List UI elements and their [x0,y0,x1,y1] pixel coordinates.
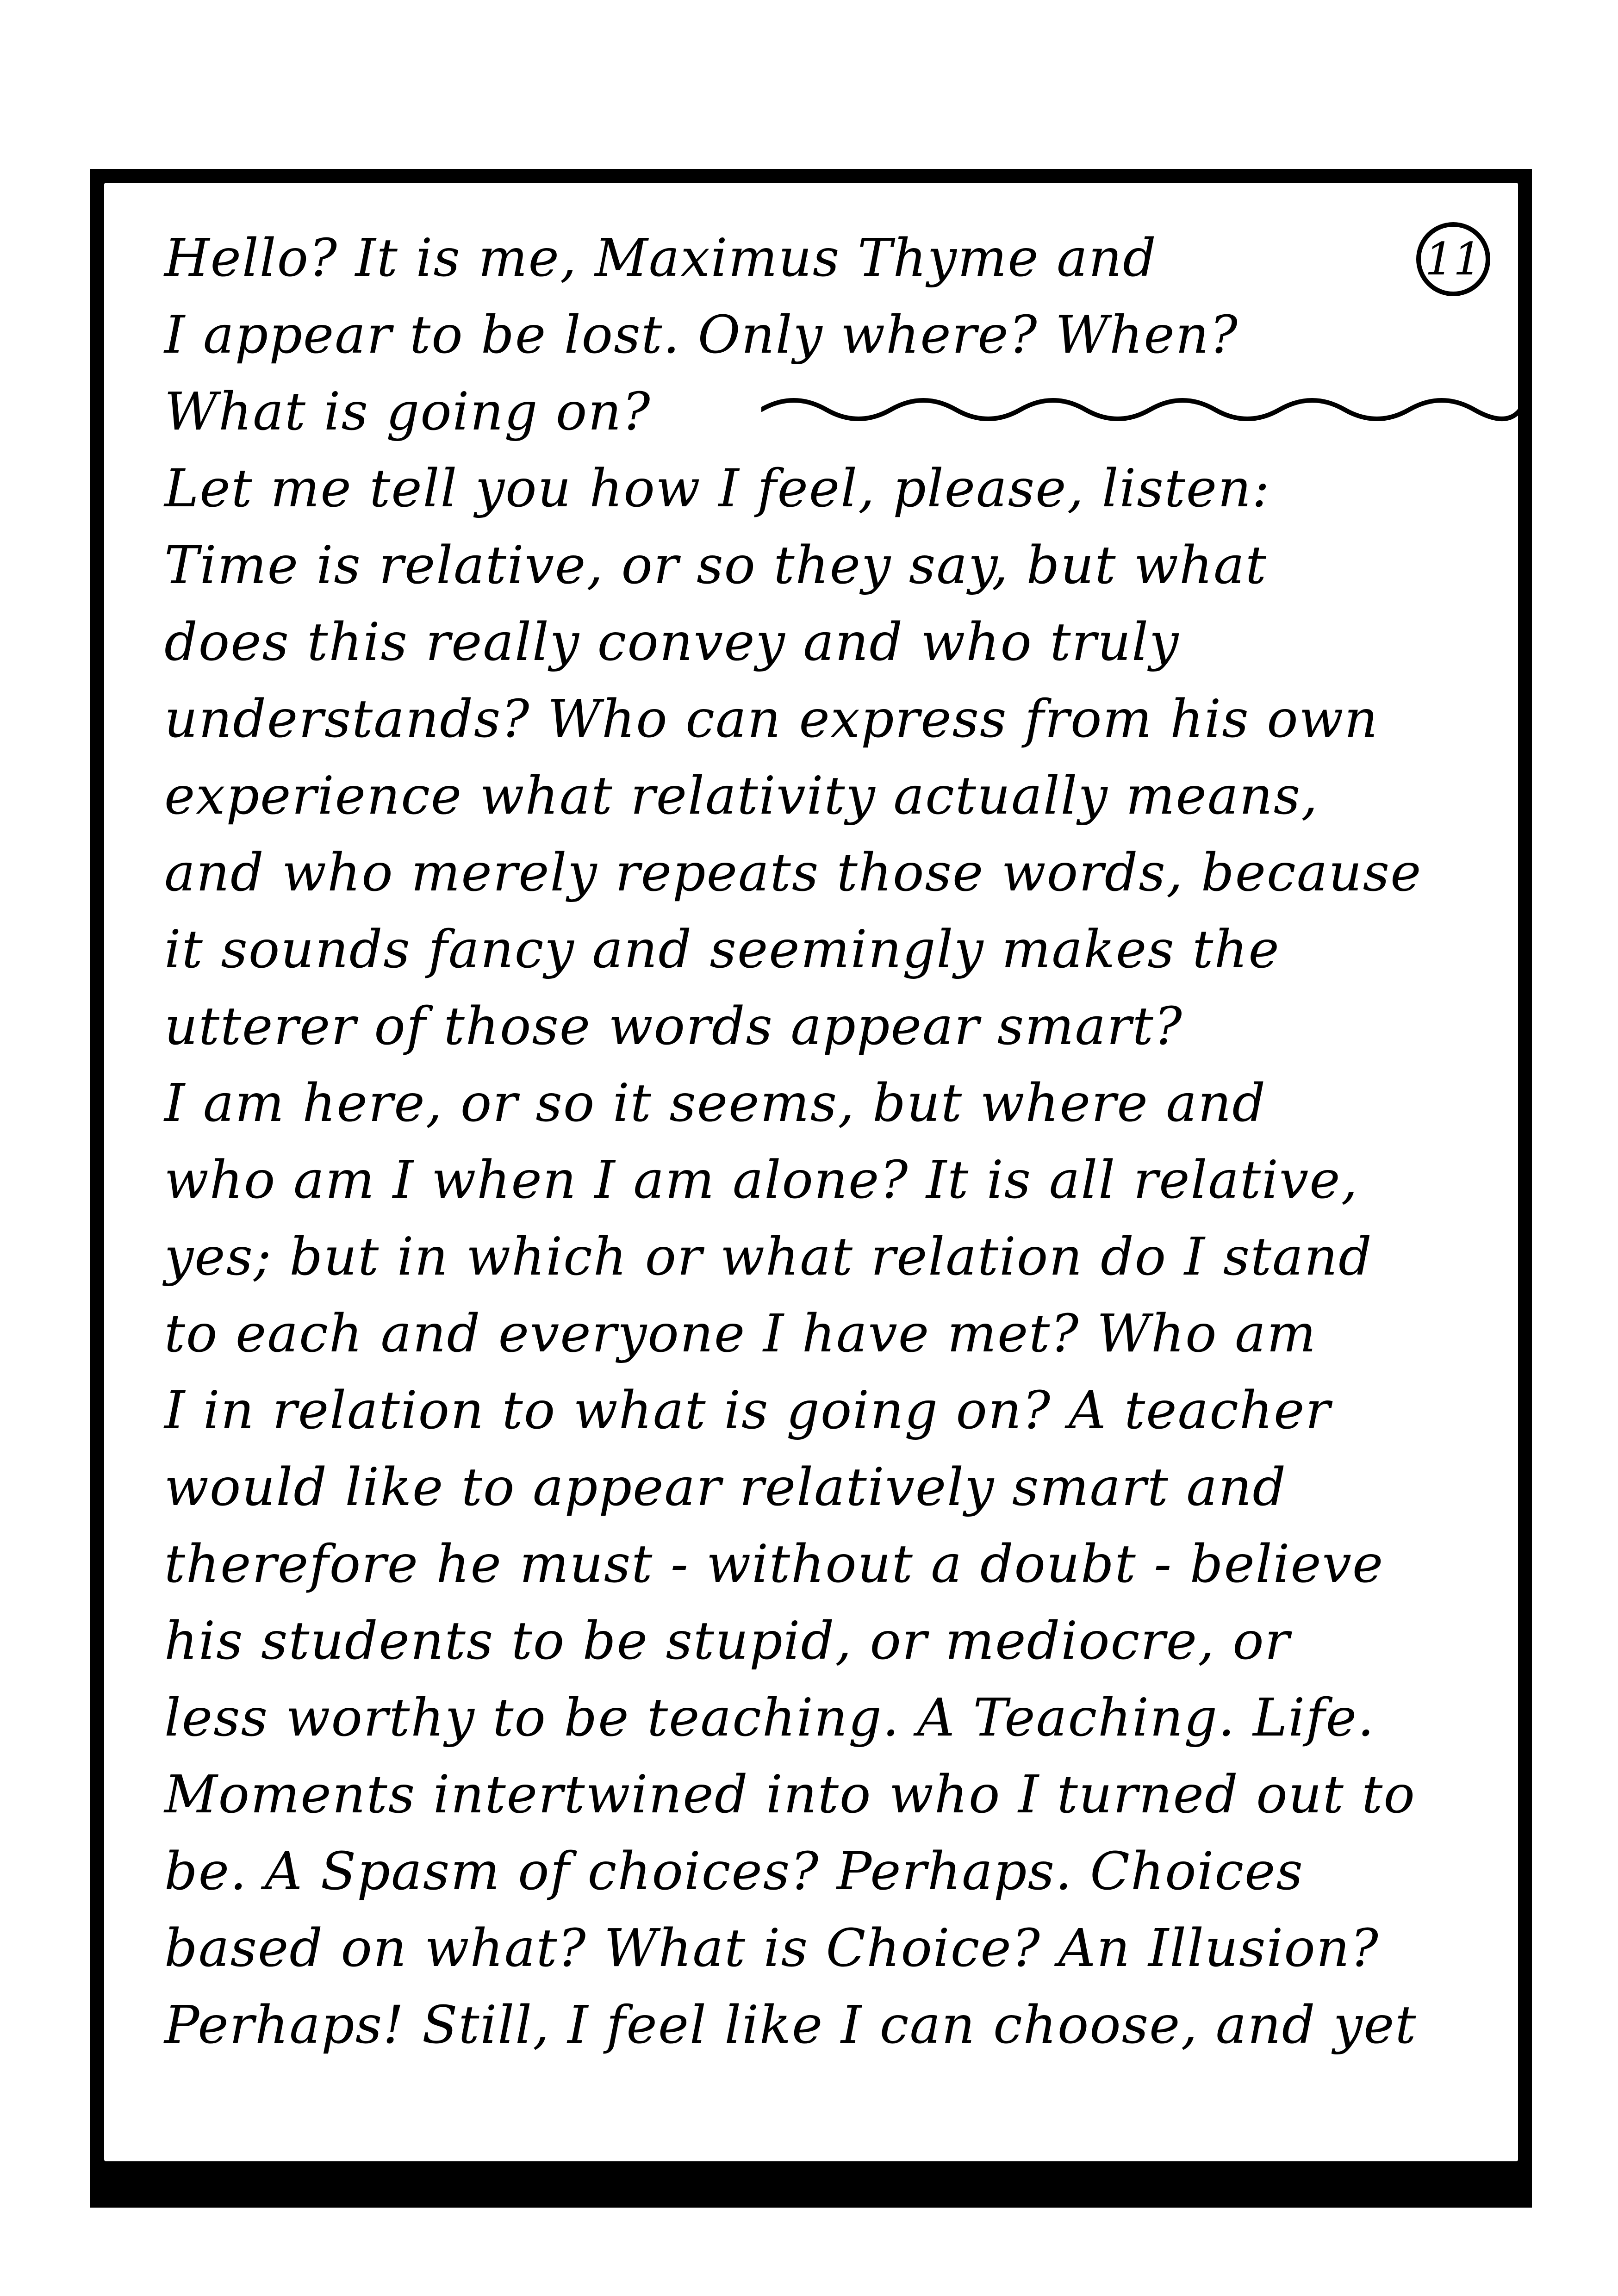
text-line: and who merely repeats those words, because [164,843,1422,903]
text-line: based on what? What is Choice? An Illusion? [164,1918,1379,1979]
text-line: Time is relative, or so they say, but what [164,535,1267,596]
text-line: I in relation to what is going on? A teacher [164,1381,1331,1441]
text-line: Let me tell you how I feel, please, listen: [164,459,1271,519]
text-line: What is going on? [164,382,651,442]
text-line: to each and everyone I have met? Who am [164,1304,1317,1364]
text-line: Perhaps! Still, I feel like I can choose, and yet [164,1995,1417,2055]
text-line: yes; but in which or what relation do I stand [164,1227,1373,1287]
text-line: understands? Who can express from his own [164,689,1379,749]
text-line: does this really convey and who truly [164,612,1180,672]
text-line: his students to be stupid, or mediocre, or [164,1611,1291,1671]
text-line: therefore he must - without a doubt - believe [164,1534,1384,1594]
text-line: who am I when I am alone? It is all relative, [164,1150,1359,1210]
text-line: less worthy to be teaching. A Teaching. Life. [164,1688,1375,1748]
scan-border [90,169,1532,2208]
text-line: Hello? It is me, Maximus Thyme and [164,228,1157,288]
text-line: be. A Spasm of choices? Perhaps. Choices [164,1842,1304,1902]
text-line: I am here, or so it seems, but where and [164,1073,1267,1133]
text-line: it sounds fancy and seemingly makes the [164,920,1280,980]
text-line: utterer of those words appear smart? [164,996,1183,1057]
text-line: Moments intertwined into who I turned out to [164,1765,1416,1825]
text-line: I appear to be lost. Only where? When? [164,305,1238,365]
page-number: 11 [1425,233,1482,285]
handwritten-text [164,220,1481,2064]
handwritten-page [104,183,1518,2161]
text-line: experience what relativity actually means, [164,766,1319,826]
text-line: would like to appear relatively smart and [164,1457,1287,1518]
